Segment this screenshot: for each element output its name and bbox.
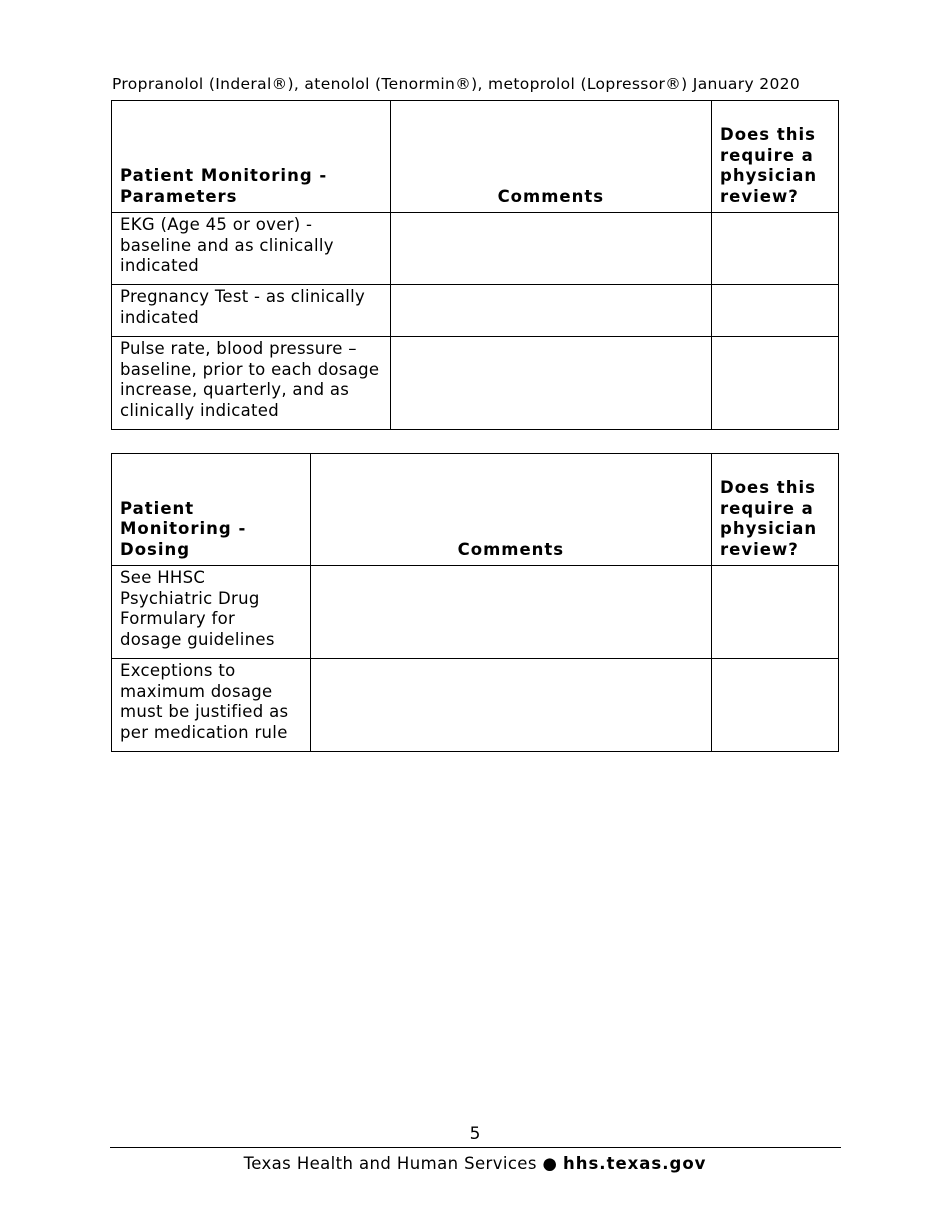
- comments-cell[interactable]: [310, 566, 711, 659]
- table-row: [112, 285, 839, 337]
- dosing-column-header: Patient Monitoring - Dosing: [112, 454, 311, 566]
- table-row: [112, 213, 839, 285]
- comments-column-header: Comments: [390, 101, 711, 213]
- dosing-cell: Exceptions to maximum dosage must be justified as per medication rule: [112, 659, 311, 752]
- table-row: [112, 566, 839, 659]
- physician-review-column-header: Does this require a physician review?: [712, 454, 839, 566]
- physician-review-cell[interactable]: [712, 285, 839, 337]
- comments-cell[interactable]: [390, 213, 711, 285]
- table-row: [112, 337, 839, 430]
- comments-cell[interactable]: [390, 285, 711, 337]
- comments-column-header: Comments: [310, 454, 711, 566]
- parameters-table: [111, 100, 839, 430]
- page-number: 5: [469, 1124, 481, 1144]
- physician-review-column-header: Does this require a physician review?: [712, 101, 839, 213]
- footer-site-link[interactable]: hhs.texas.gov: [562, 1154, 707, 1173]
- physician-review-cell[interactable]: [712, 566, 839, 659]
- page-header: Propranolol (Inderal®), atenolol (Tenormin®), metoprolol (Lopressor®) January 2020: [112, 75, 801, 93]
- footer-divider: [110, 1147, 841, 1148]
- parameter-cell: EKG (Age 45 or over) - baseline and as clinically indicated: [112, 213, 391, 285]
- physician-review-cell[interactable]: [712, 337, 839, 430]
- footer-org: Texas Health and Human Services: [243, 1154, 537, 1173]
- footer-bullet: ●: [542, 1154, 558, 1173]
- dosing-cell: See HHSC Psychiatric Drug Formulary for dosage guidelines: [112, 566, 311, 659]
- physician-review-cell[interactable]: [712, 213, 839, 285]
- table-row: [112, 659, 839, 752]
- footer: [0, 1154, 950, 1173]
- parameters-column-header: Patient Monitoring - Parameters: [112, 101, 391, 213]
- comments-cell[interactable]: [390, 337, 711, 430]
- physician-review-cell[interactable]: [712, 659, 839, 752]
- table-header-row: [112, 454, 839, 566]
- dosing-table: [111, 453, 839, 752]
- parameter-cell: Pregnancy Test - as clinically indicated: [112, 285, 391, 337]
- table-header-row: [112, 101, 839, 213]
- comments-cell[interactable]: [310, 659, 711, 752]
- parameter-cell: Pulse rate, blood pressure – baseline, prior to each dosage increase, quarterly, and as clinically indicated: [112, 337, 391, 430]
